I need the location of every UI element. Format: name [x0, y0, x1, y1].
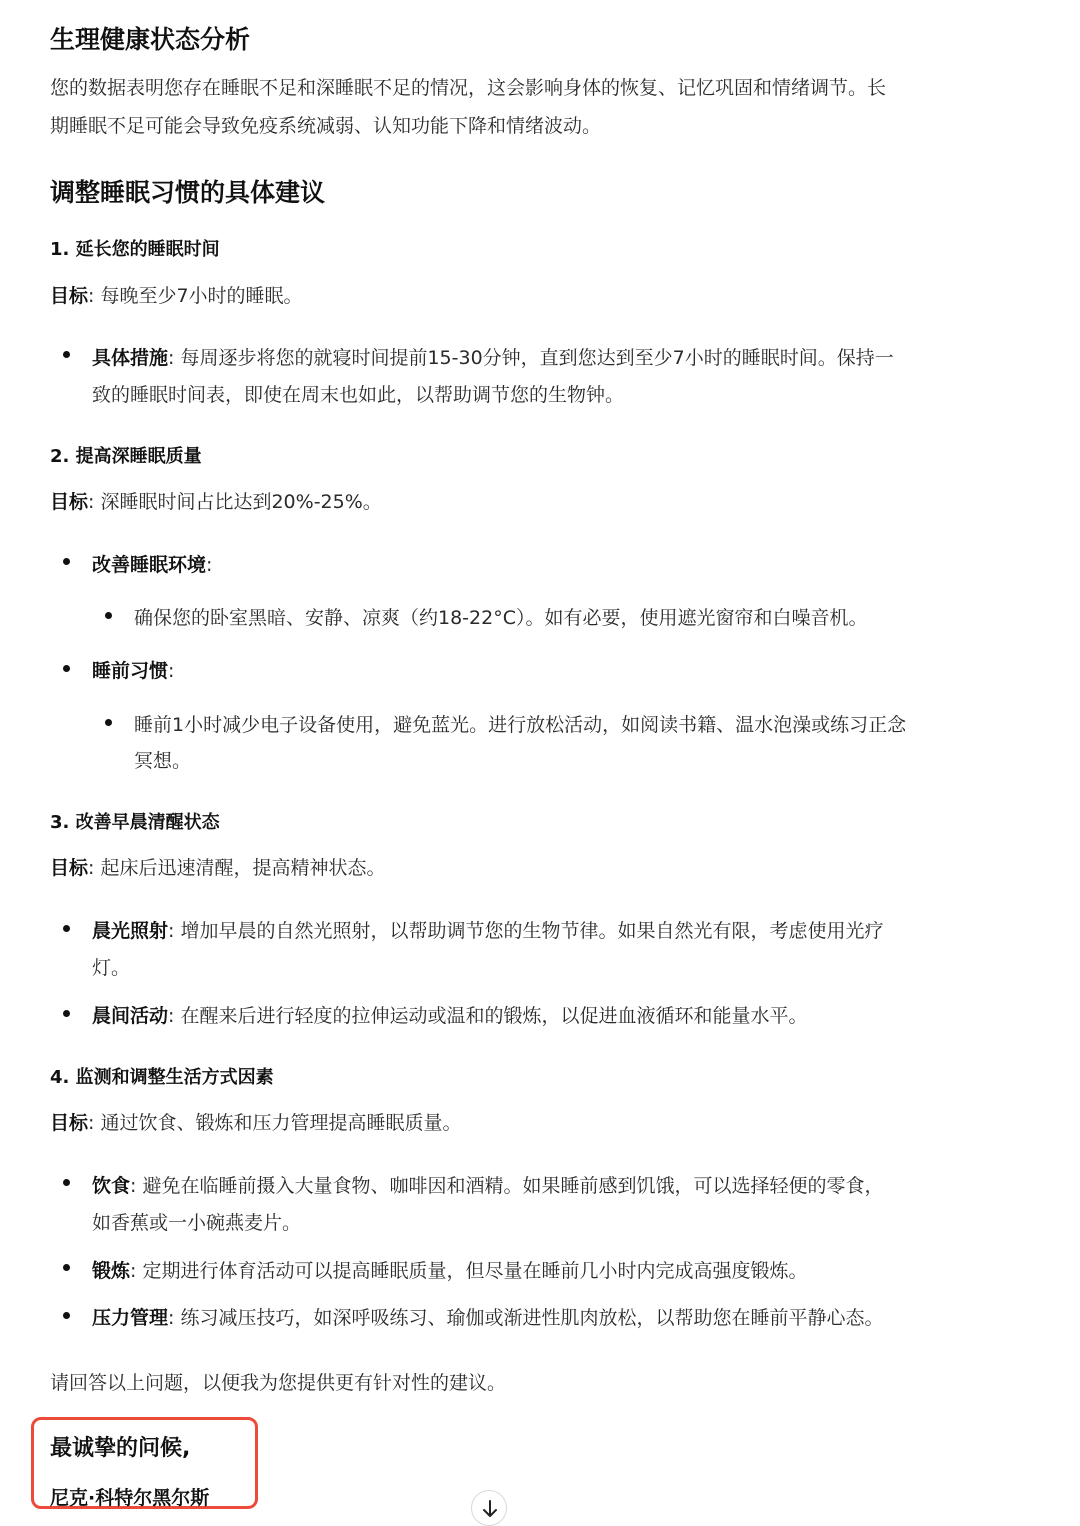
bullet-dot	[63, 1312, 70, 1319]
sub-bullet-dot	[105, 719, 112, 726]
bullet-label: 改善睡眠环境	[92, 554, 207, 576]
bullet-diet-line1	[92, 1171, 883, 1198]
bullet-morning-activity	[92, 1001, 807, 1028]
bullet-dot	[63, 351, 70, 358]
bullet-morning-light-line2: 灯。	[92, 957, 131, 979]
health-paragraph-line2: 期睡眠不足可能会导致免疫系统减弱、认知功能下降和情绪波动。	[50, 115, 602, 137]
bullet-text: : 增加早晨的自然光照射，以帮助调节您的生物节律。如果自然光有限，考虑使用光疗	[168, 920, 884, 942]
goal-text: : 通过饮食、锻炼和压力管理提高睡眠质量。	[88, 1112, 462, 1134]
bullet-dot	[63, 665, 70, 672]
bullet-dot	[63, 1010, 70, 1017]
bullet-text: : 定期进行体育活动可以提高睡眠质量，但尽量在睡前几小时内完成高强度锻炼。	[130, 1260, 808, 1282]
goal-label: 目标	[50, 1112, 89, 1134]
sub-bullet-environment: 确保您的卧室黑暗、安静、凉爽（约18-22°C）。如有必要，使用遮光窗帘和白噪音机。	[134, 607, 868, 629]
bullet-bedtime-habit	[92, 656, 174, 683]
signature-greeting: 最诚挚的问候,	[50, 1436, 191, 1461]
item-goal-2	[50, 487, 382, 514]
goal-label: 目标	[50, 857, 89, 879]
bullet-measures-line1	[92, 343, 894, 370]
bullet-stress	[92, 1303, 883, 1330]
bullet-label: 具体措施	[92, 347, 169, 369]
bullet-dot	[63, 1264, 70, 1271]
section-title-health: 生理健康状态分析	[50, 25, 251, 54]
item-heading-2: 2. 提高深睡眠质量	[50, 446, 202, 467]
goal-label: 目标	[50, 491, 89, 513]
section-title-suggestions: 调整睡眠习惯的具体建议	[50, 178, 326, 207]
bullet-label: 睡前习惯	[92, 660, 169, 682]
arrow-down-icon	[481, 1499, 499, 1519]
bullet-morning-light-line1	[92, 916, 883, 943]
bullet-text: :	[168, 660, 175, 682]
item-goal-4	[50, 1108, 461, 1135]
bullet-environment	[92, 550, 212, 577]
goal-text: : 起床后迅速清醒，提高精神状态。	[88, 857, 386, 879]
bullet-text: :	[206, 554, 213, 576]
bullet-dot	[63, 1179, 70, 1186]
goal-text: : 每晚至少7小时的睡眠。	[88, 285, 303, 307]
bullet-dot	[63, 925, 70, 932]
bullet-label: 压力管理	[92, 1307, 169, 1329]
bullet-label: 锻炼	[92, 1260, 131, 1282]
sub-bullet-bedtime-line1: 睡前1小时减少电子设备使用，避免蓝光。进行放松活动，如阅读书籍、温水泡澡或练习正念	[134, 714, 907, 736]
bullet-text: : 练习减压技巧，如深呼吸练习、瑜伽或渐进性肌肉放松，以帮助您在睡前平静心态。	[168, 1307, 884, 1329]
bullet-diet-line2: 如香蕉或一小碗燕麦片。	[92, 1212, 302, 1234]
scroll-down-button[interactable]	[471, 1490, 507, 1526]
signature-name: 尼克·科特尔黑尔斯	[50, 1487, 210, 1509]
sub-bullet-dot	[105, 612, 112, 619]
bullet-label: 晨光照射	[92, 920, 169, 942]
bullet-exercise	[92, 1256, 807, 1283]
bullet-text: : 在醒来后进行轻度的拉伸运动或温和的锻炼，以促进血液循环和能量水平。	[168, 1005, 808, 1027]
bullet-measures-line2: 致的睡眠时间表，即使在周末也如此，以帮助调节您的生物钟。	[92, 384, 625, 406]
item-goal-3	[50, 853, 385, 880]
bullet-label: 饮食	[92, 1175, 131, 1197]
item-goal-1	[50, 281, 303, 308]
bullet-label: 晨间活动	[92, 1005, 169, 1027]
item-heading-4: 4. 监测和调整生活方式因素	[50, 1067, 274, 1088]
goal-text: : 深睡眠时间占比达到20%-25%。	[88, 491, 382, 513]
goal-label: 目标	[50, 285, 89, 307]
closing-text: 请回答以上问题，以便我为您提供更有针对性的建议。	[50, 1372, 507, 1394]
bullet-text: : 避免在临睡前摄入大量食物、咖啡因和酒精。如果睡前感到饥饿，可以选择轻便的零食，	[130, 1175, 884, 1197]
bullet-text: : 每周逐步将您的就寝时间提前15-30分钟，直到您达到至少7小时的睡眠时间。保持一	[168, 347, 894, 369]
health-paragraph-line1: 您的数据表明您存在睡眠不足和深睡眠不足的情况，这会影响身体的恢复、记忆巩固和情绪调节。长	[50, 77, 887, 99]
item-heading-1: 1. 延长您的睡眠时间	[50, 239, 220, 260]
sub-bullet-bedtime-line2: 冥想。	[134, 750, 192, 772]
bullet-dot	[63, 558, 70, 565]
item-heading-3: 3. 改善早晨清醒状态	[50, 812, 220, 833]
